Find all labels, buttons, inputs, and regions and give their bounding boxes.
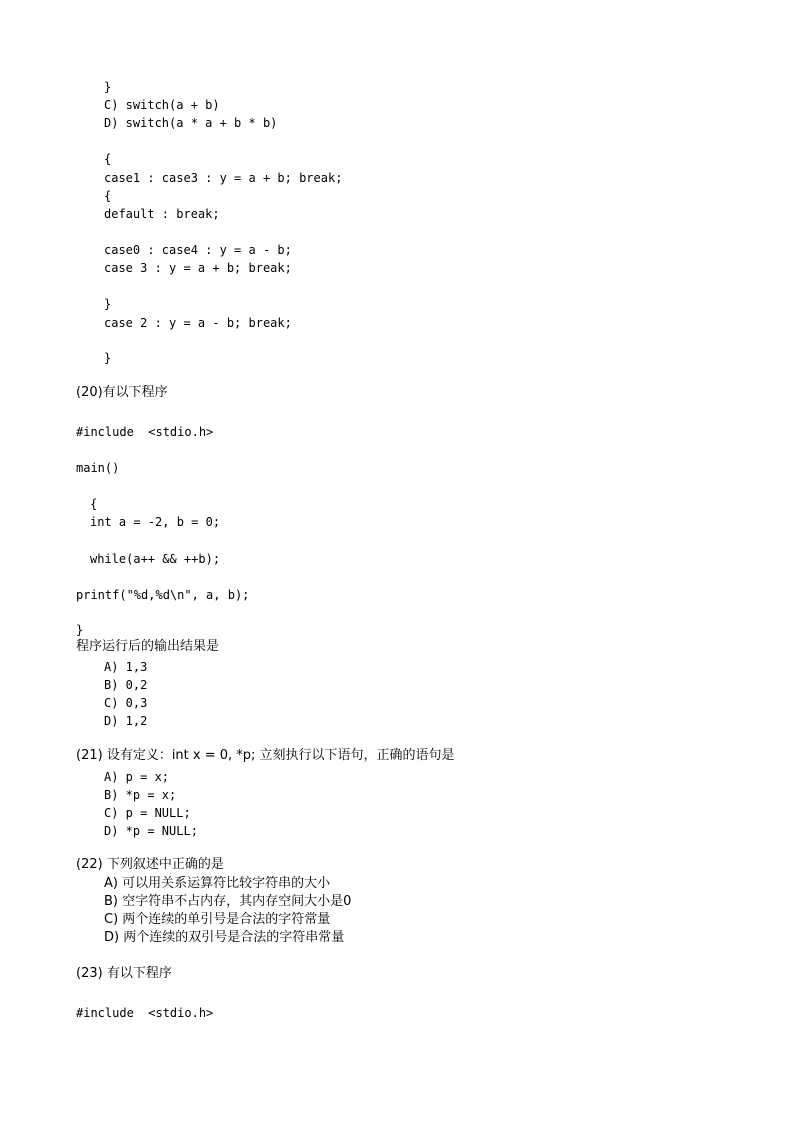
option-c: C) 0,3 (104, 696, 148, 710)
code-line: int a = -2, b = 0; (90, 515, 221, 529)
option-c: C) switch(a + b) (104, 98, 220, 112)
code-line: case0 : case4 : y = a - b; (104, 243, 292, 257)
code-line: printf("%d,%d\n", a, b); (76, 588, 250, 602)
code-line: while(a++ && ++b); (90, 552, 221, 566)
code-line: { (90, 497, 98, 511)
code-line: case 2 : y = a - b; break; (104, 316, 292, 330)
code-line: } (104, 80, 112, 94)
code-line: case 3 : y = a + b; break; (104, 261, 292, 275)
question-prompt: 程序运行后的输出结果是 (76, 639, 220, 654)
option-a: A) p = x; (104, 770, 170, 784)
code-line: case1 : case3 : y = a + b; break; (104, 171, 343, 185)
option-c: C) p = NULL; (104, 806, 191, 820)
option-d: D) *p = NULL; (104, 824, 198, 838)
option-d: D) 1,2 (104, 714, 148, 728)
option-a: A) 可以用关系运算符比较字符串的大小 (104, 876, 331, 891)
question-title: (23) 有以下程序 (76, 966, 172, 981)
option-d: D) switch(a * a + b * b) (104, 116, 278, 130)
option-c: C) 两个连续的单引号是合法的字符常量 (104, 912, 331, 927)
option-b: B) *p = x; (104, 788, 177, 802)
option-a: A) 1,3 (104, 660, 148, 674)
option-b: B) 0,2 (104, 678, 148, 692)
code-line: #include <stdio.h> (76, 1006, 214, 1020)
code-line: #include <stdio.h> (76, 425, 214, 439)
code-line: main() (76, 461, 120, 475)
option-b: B) 空字符串不占内存，其内存空间大小是0 (104, 894, 352, 909)
question-title: (21) 设有定义：int x = 0, *p; 立刻执行以下语句，正确的语句是 (76, 748, 455, 763)
question-title: (20)有以下程序 (76, 385, 168, 400)
code-line: { (104, 152, 112, 166)
code-line: } (104, 351, 112, 365)
code-line: } (104, 297, 112, 311)
code-line: } (76, 623, 84, 637)
code-line: { (104, 189, 112, 203)
code-line: default : break; (104, 207, 220, 221)
option-d: D) 两个连续的双引号是合法的字符串常量 (104, 930, 345, 945)
question-title: (22) 下列叙述中正确的是 (76, 857, 224, 872)
